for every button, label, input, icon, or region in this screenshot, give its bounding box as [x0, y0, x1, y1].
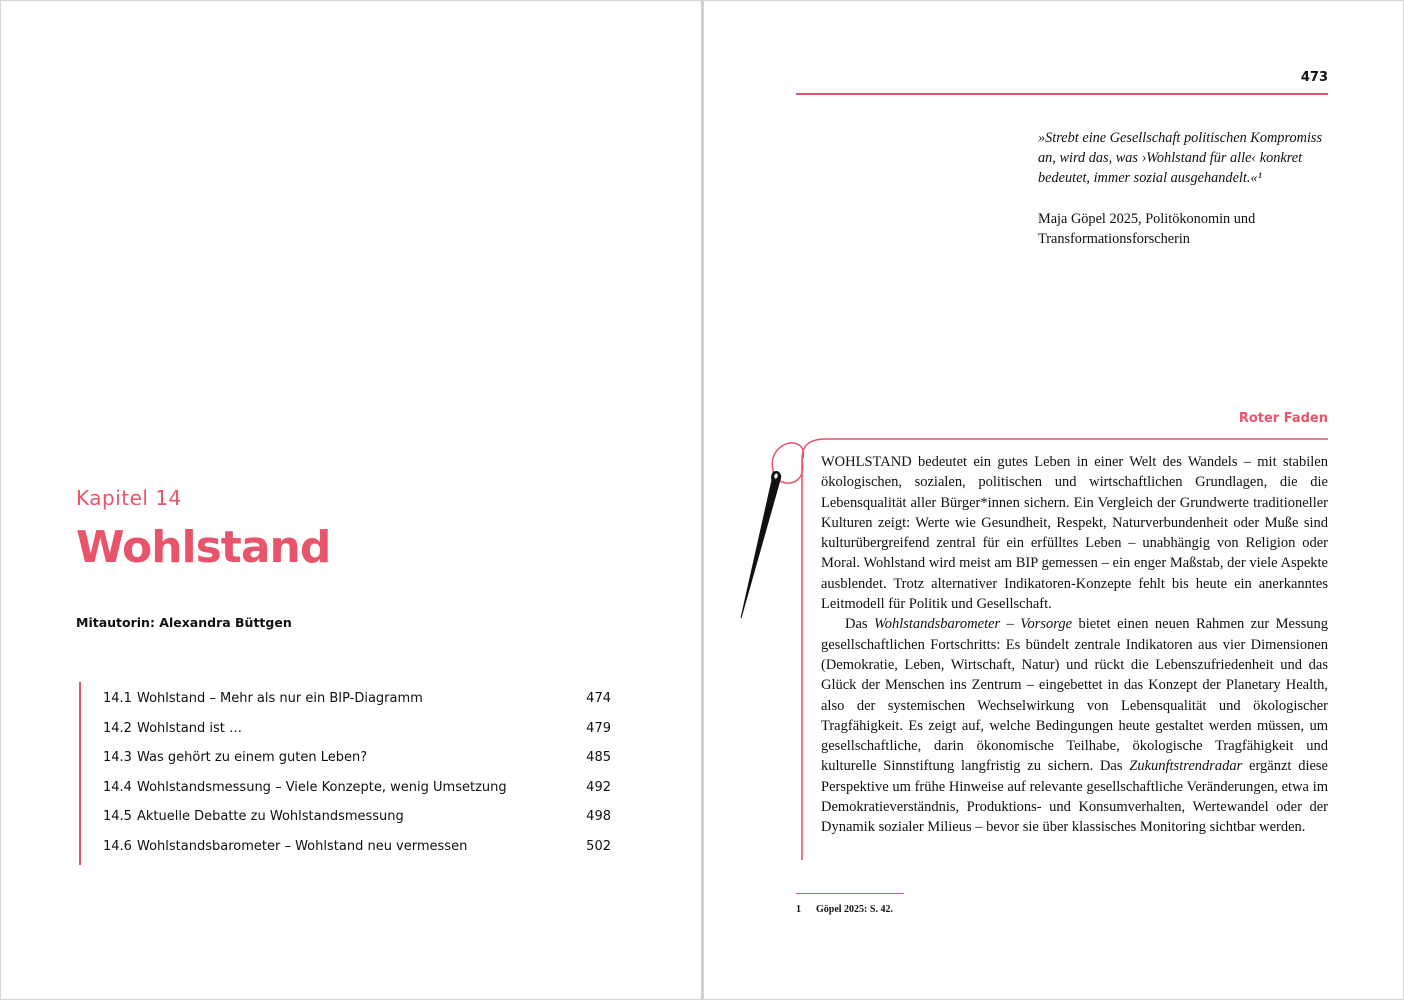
footnote-rule	[796, 893, 904, 894]
epigraph-quote: »Strebt eine Gesellschaft politischen Kompromiss an, wird das, was ›Wohlstand für alle‹ konkret bedeutet, immer sozial ausgehandelt.«¹	[1038, 130, 1323, 186]
toc-entry[interactable]	[103, 835, 611, 857]
toc-entry[interactable]	[103, 687, 611, 709]
toc-number: 14.6	[103, 838, 132, 854]
table-of-contents	[79, 682, 611, 865]
toc-entry[interactable]	[103, 805, 611, 827]
body-text-run: bietet einen neuen Rahmen zur Messung gesellschaftlichen Fortschritts: Es bündelt zentrale Indikatoren aus vier Dimensionen (Demokratie, Leben, Wirtschaft, Natur) und rückt die Lebenszufriedenheit und das Glück der Menschen ins Zentrum – eingebettet in das Konzept der Planetary Health, also der systemischen Wechselwirkung von Lebensqualität und ökologischer Tragfähigkeit. Es zeigt auf, welche Bedingungen heute gestaltet werden müssen, um gesellschaftliche, darin ökonomische Teilhabe, ökologische Tragfähigkeit und kulturelle Sinnstiftung langfristig zu sichern. Das	[821, 616, 1328, 775]
toc-entry[interactable]	[103, 717, 611, 739]
toc-entry[interactable]	[103, 776, 611, 798]
toc-title: Wohlstand ist …	[137, 720, 242, 736]
body-text-italic: Zukunftstrendradar	[1129, 758, 1243, 775]
coauthor-credit: Mitautorin: Alexandra Büttgen	[76, 615, 292, 630]
body-paragraph: WOHLSTAND bedeutet ein gutes Leben in einer Welt des Wandels – mit stabilen ökologischen, sozialen, politischen und wirtschaftlichen Grundlagen, die die Lebensqualität aller Bürger*innen sichern. Ein Vergleich der Grundwerte traditioneller Kulturen zeigt: Werte wie Gesundheit, Respekt, Naturverbundenheit oder Muße sind kulturübergreifend zentral für ein erfülltes Leben – unabhängig von Religion oder Moral. Wohlstand wird meist am BIP gemessen – ein enger Maßstab, der viele Aspekte ausblendet. Trotz alternativer Indikatoren-Konzepte fehlt bis heute ein anerkanntes Leitmodell für Politik und Gesellschaft.	[821, 454, 1328, 613]
toc-page: 479	[586, 720, 611, 736]
chapter-title: Wohlstand	[76, 522, 331, 573]
toc-title: Was gehört zu einem guten Leben?	[137, 749, 368, 765]
footnote-text: Göpel 2025: S. 42.	[816, 904, 893, 915]
toc-number: 14.2	[103, 720, 132, 736]
toc-number: 14.5	[103, 808, 132, 824]
body-text	[821, 452, 1328, 838]
book-gutter	[701, 0, 703, 1000]
toc-number: 14.1	[103, 690, 132, 706]
toc-title: Wohlstand – Mehr als nur ein BIP-Diagramm	[137, 690, 423, 706]
toc-title: Wohlstandsmessung – Viele Konzepte, wenig Umsetzung	[137, 779, 507, 795]
epigraph-source: Maja Göpel 2025, Politökonomin und Transformationsforscherin	[1038, 211, 1256, 247]
body-text-run: ergänzt diese Perspektive um frühe Hinweise auf relevante gesellschaftliche Veränderungen, etwa im Demokratieverständnis, Produktions- und Konsumverhalten, Wertewandel oder der Dynamik sozialer Milieus – bevor sie über klassisches Monitoring sichtbar werden.	[821, 758, 1328, 836]
toc-page: 485	[586, 749, 611, 765]
toc-entry[interactable]	[103, 746, 611, 768]
body-paragraph	[821, 614, 1328, 837]
section-label: Roter Faden	[1238, 411, 1328, 426]
toc-title: Aktuelle Debatte zu Wohlstandsmessung	[137, 808, 404, 824]
toc-page: 498	[586, 808, 611, 824]
header-rule	[796, 93, 1328, 95]
toc-page: 474	[586, 690, 611, 706]
toc-page: 502	[586, 838, 611, 854]
toc-title: Wohlstandsbarometer – Wohlstand neu vermessen	[137, 838, 468, 854]
toc-number: 14.4	[103, 779, 132, 795]
chapter-kicker: Kapitel 14	[76, 486, 182, 510]
footnote-number: 1	[796, 904, 801, 915]
toc-page: 492	[586, 779, 611, 795]
footnote	[796, 904, 893, 915]
toc-number: 14.3	[103, 749, 132, 765]
page-number: 473	[1300, 70, 1328, 85]
body-text-italic: Wohlstandsbarometer – Vorsorge	[873, 616, 1073, 633]
body-text-run: Das	[845, 616, 874, 633]
epigraph	[1038, 128, 1330, 249]
